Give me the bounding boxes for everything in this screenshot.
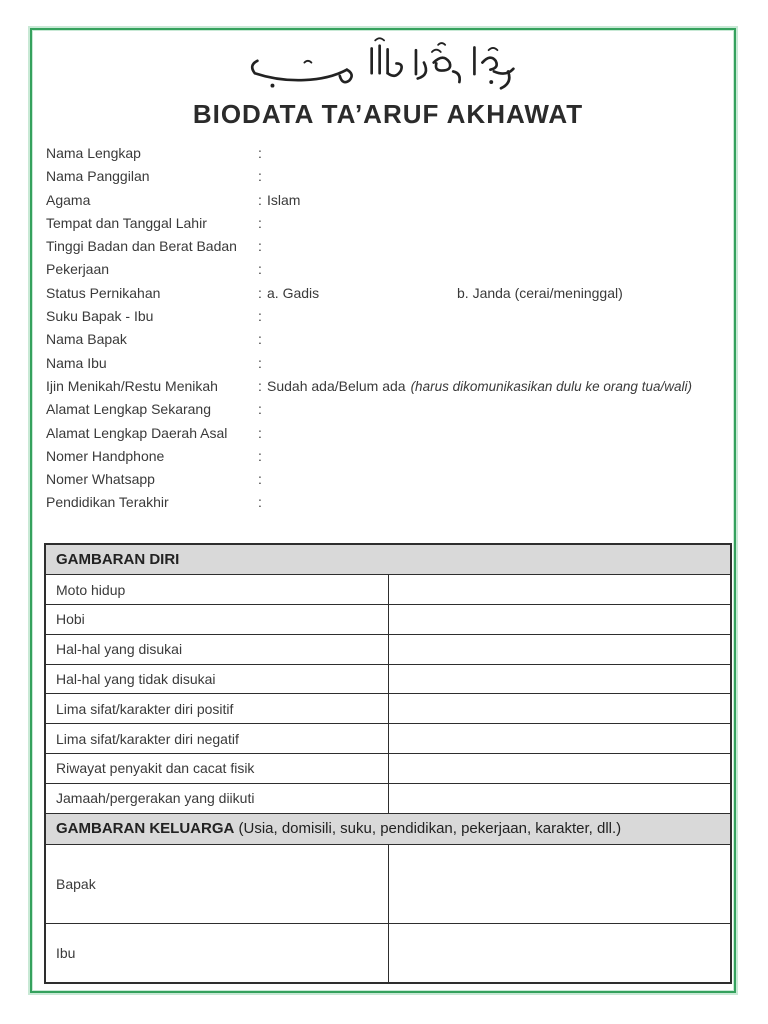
field-label: Nomer Handphone [46,447,165,464]
fields-list [46,142,730,515]
table-row [45,724,731,754]
field-row [46,422,730,445]
field-row [46,258,730,281]
bismillah-calligraphy [46,36,730,98]
field-value: Islam [267,191,301,208]
field-row [46,212,730,235]
field-separator: : [258,401,262,418]
field-row [46,189,730,212]
field-separator: : [258,447,262,464]
gambaran-diri-header: GAMBARAN DIRI [45,544,731,575]
table-row-value [388,694,731,724]
table-row-value [388,575,731,605]
field-row [46,491,730,514]
field-row [46,398,730,421]
field-separator: : [258,238,262,255]
table-row-label: Riwayat penyakit dan cacat fisik [45,754,388,784]
field-row [46,352,730,375]
gambaran-keluarga-note: (Usia, domisili, suku, pendidikan, pekerjaan, karakter, dll.) [234,820,622,838]
field-label: Pendidikan Terakhir [46,494,169,511]
field-label: Nomer Whatsapp [46,471,155,488]
table-row-label: Hobi [45,605,388,635]
field-separator: : [258,354,262,371]
gambaran-keluarga-header-row [45,813,731,844]
field-separator: : [258,284,262,301]
field-separator: : [258,261,262,278]
gambaran-keluarga-header [45,813,731,844]
table-row-label: Jamaah/pergerakan yang diikuti [45,783,388,813]
field-row [46,165,730,188]
table-row-value [388,844,731,923]
field-row [46,235,730,258]
table-row-label: Hal-hal yang tidak disukai [45,664,388,694]
field-label: Alamat Lengkap Daerah Asal [46,424,228,441]
field-option-b: b. Janda (cerai/meninggal) [457,284,623,301]
table-row [45,783,731,813]
field-label: Nama Lengkap [46,145,141,161]
gambaran-diri-header-row [45,544,731,575]
table-row-label: Hal-hal yang disukai [45,634,388,664]
field-value: Sudah ada/Belum ada [267,377,406,394]
table-row-label: Moto hidup [45,575,388,605]
table-row [45,754,731,784]
field-row [46,142,730,165]
field-separator: : [258,214,262,231]
table-row [45,634,731,664]
field-label: Agama [46,191,91,208]
field-row [46,282,730,305]
table-row-value [388,783,731,813]
field-separator: : [258,145,262,161]
table-row-value [388,923,731,983]
bismillah-icon [231,36,546,98]
table-row-value [388,634,731,664]
field-value: a. Gadis [267,284,320,301]
field-separator: : [258,471,262,488]
field-label: Alamat Lengkap Sekarang [46,401,211,418]
field-label: Status Pernikahan [46,284,161,301]
field-separator: : [258,331,262,348]
table-row [45,664,731,694]
table-row-label: Lima sifat/karakter diri negatif [45,724,388,754]
table-row-label: Bapak [45,844,388,923]
field-label: Tinggi Badan dan Berat Badan [46,238,237,255]
gambaran-keluarga-title: GAMBARAN KELUARGA [56,820,235,838]
field-label: Tempat dan Tanggal Lahir [46,214,207,231]
field-separator: : [258,494,262,511]
field-note: (harus dikomunikasikan dulu ke orang tua/wali) [410,378,692,394]
field-separator: : [258,377,262,394]
table-row-value [388,724,731,754]
field-row [46,445,730,468]
field-row [46,468,730,491]
field-label: Nama Bapak [46,331,127,348]
field-label: Nama Panggilan [46,168,150,185]
biodata-table [44,543,732,984]
field-separator: : [258,308,262,325]
table-row [45,575,731,605]
table-row [45,694,731,724]
field-row [46,328,730,351]
field-label: Suku Bapak - Ibu [46,308,154,325]
document-page [30,28,736,993]
field-label: Nama Ibu [46,354,107,371]
field-label: Pekerjaan [46,261,110,278]
table-row [45,923,731,983]
table-row-label: Ibu [45,923,388,983]
field-label: Ijin Menikah/Restu Menikah [46,377,218,394]
field-separator: : [258,424,262,441]
page-title: BIODATA TA’ARUF AKHAWAT [192,99,584,129]
field-row [46,305,730,328]
biodata-table-body [45,544,731,983]
field-separator: : [258,191,262,208]
table-row-value [388,754,731,784]
field-separator: : [258,168,262,185]
table-row-value [388,605,731,635]
field-row [46,375,730,398]
table-row [45,605,731,635]
table-row [45,844,731,923]
table-row-label: Lima sifat/karakter diri positif [45,694,388,724]
table-row-value [388,664,731,694]
